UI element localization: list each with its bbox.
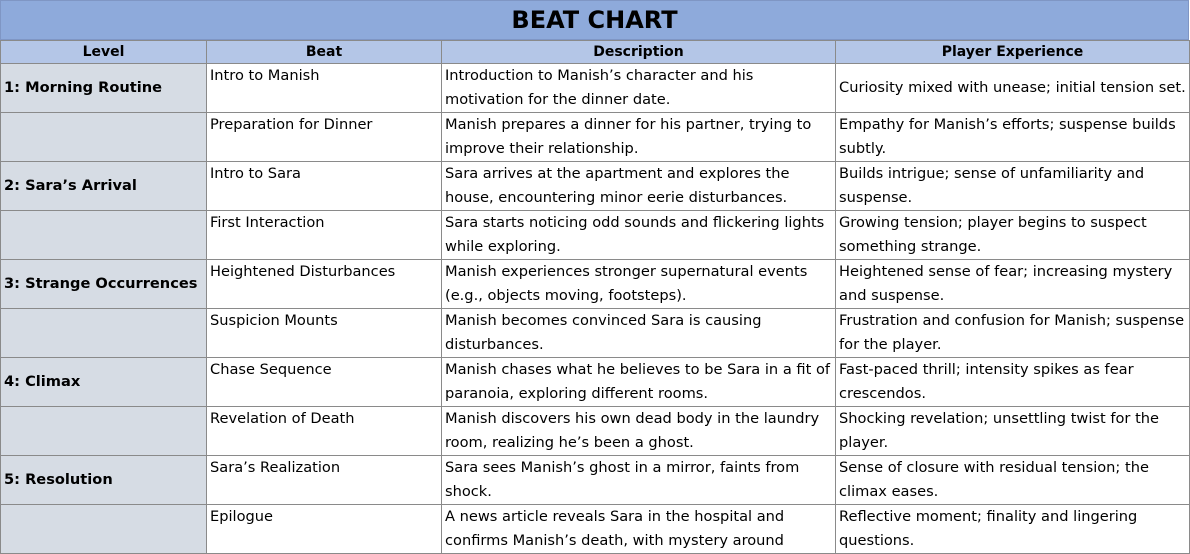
description-cell[interactable]: Sara sees Manish’s ghost in a mirror, faints from shock.	[442, 456, 836, 505]
table-row	[1, 260, 1190, 309]
header-level[interactable]: Level	[1, 41, 207, 64]
beat-cell[interactable]: Preparation for Dinner	[207, 113, 442, 162]
beat-cell[interactable]: Sara’s Realization	[207, 456, 442, 505]
description-cell[interactable]: Manish prepares a dinner for his partner, trying to improve their relationship.	[442, 113, 836, 162]
experience-cell[interactable]: Shocking revelation; unsettling twist for the player.	[836, 407, 1190, 456]
level-cell[interactable]	[1, 211, 207, 260]
beat-cell[interactable]: Intro to Sara	[207, 162, 442, 211]
experience-cell[interactable]: Reflective moment; finality and lingering questions.	[836, 505, 1190, 554]
header-row	[1, 41, 1190, 64]
experience-cell[interactable]: Heightened sense of fear; increasing mystery and suspense.	[836, 260, 1190, 309]
description-cell[interactable]: Sara starts noticing odd sounds and flickering lights while exploring.	[442, 211, 836, 260]
beat-cell[interactable]: Intro to Manish	[207, 64, 442, 113]
beat-cell[interactable]: Chase Sequence	[207, 358, 442, 407]
experience-cell[interactable]: Sense of closure with residual tension; the climax eases.	[836, 456, 1190, 505]
beat-cell[interactable]: Suspicion Mounts	[207, 309, 442, 358]
experience-cell[interactable]: Frustration and confusion for Manish; suspense for the player.	[836, 309, 1190, 358]
table-row	[1, 211, 1190, 260]
level-cell[interactable]: 4: Climax	[1, 358, 207, 407]
level-cell[interactable]: 2: Sara’s Arrival	[1, 162, 207, 211]
beat-cell[interactable]: Epilogue	[207, 505, 442, 554]
header-player-experience[interactable]: Player Experience	[836, 41, 1190, 64]
level-cell[interactable]: 1: Morning Routine	[1, 64, 207, 113]
table-row	[1, 505, 1190, 554]
level-cell[interactable]	[1, 309, 207, 358]
experience-cell[interactable]: Builds intrigue; sense of unfamiliarity and suspense.	[836, 162, 1190, 211]
table-row	[1, 358, 1190, 407]
description-cell[interactable]: Manish discovers his own dead body in the laundry room, realizing he’s been a ghost.	[442, 407, 836, 456]
description-cell[interactable]: Manish becomes convinced Sara is causing disturbances.	[442, 309, 836, 358]
header-beat[interactable]: Beat	[207, 41, 442, 64]
beat-cell[interactable]: Heightened Disturbances	[207, 260, 442, 309]
level-cell[interactable]	[1, 407, 207, 456]
description-cell[interactable]: A news article reveals Sara in the hospital and confirms Manish’s death, with mystery around	[442, 505, 836, 554]
table-row	[1, 309, 1190, 358]
level-cell[interactable]	[1, 505, 207, 554]
experience-cell[interactable]: Curiosity mixed with unease; initial tension set.	[836, 64, 1190, 113]
table-row	[1, 64, 1190, 113]
table-row	[1, 113, 1190, 162]
level-cell[interactable]	[1, 113, 207, 162]
table-row	[1, 162, 1190, 211]
table-row	[1, 456, 1190, 505]
experience-cell[interactable]: Growing tension; player begins to suspect something strange.	[836, 211, 1190, 260]
beat-table	[0, 40, 1190, 554]
chart-title: BEAT CHART	[0, 0, 1189, 40]
level-cell[interactable]: 3: Strange Occurrences	[1, 260, 207, 309]
description-cell[interactable]: Manish chases what he believes to be Sara in a fit of paranoia, exploring different rooms.	[442, 358, 836, 407]
experience-cell[interactable]: Fast-paced thrill; intensity spikes as fear crescendos.	[836, 358, 1190, 407]
experience-cell[interactable]: Empathy for Manish’s efforts; suspense builds subtly.	[836, 113, 1190, 162]
beat-cell[interactable]: Revelation of Death	[207, 407, 442, 456]
description-cell[interactable]: Introduction to Manish’s character and his motivation for the dinner date.	[442, 64, 836, 113]
description-cell[interactable]: Manish experiences stronger supernatural events (e.g., objects moving, footsteps).	[442, 260, 836, 309]
level-cell[interactable]: 5: Resolution	[1, 456, 207, 505]
header-description[interactable]: Description	[442, 41, 836, 64]
description-cell[interactable]: Sara arrives at the apartment and explores the house, encountering minor eerie disturbances.	[442, 162, 836, 211]
beat-cell[interactable]: First Interaction	[207, 211, 442, 260]
table-row	[1, 407, 1190, 456]
